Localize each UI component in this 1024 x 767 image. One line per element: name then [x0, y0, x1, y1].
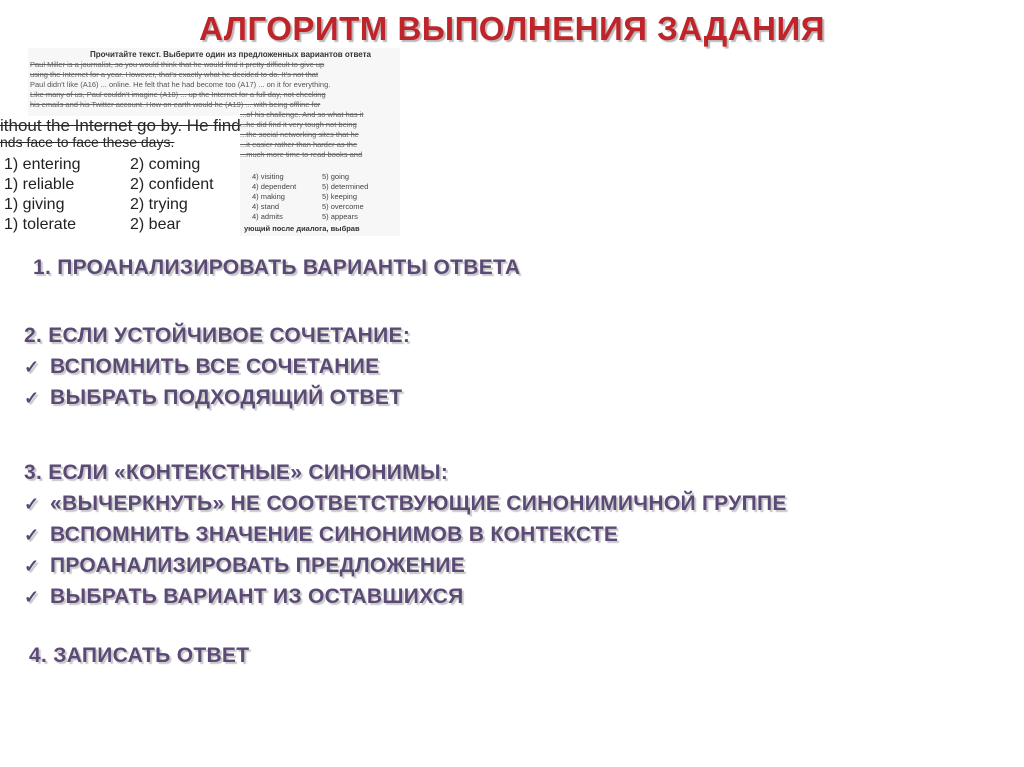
- option-a1: 1) entering: [4, 156, 81, 173]
- step-1: 1. ПРОАНАЛИЗИРОВАТЬ ВАРИАНТЫ ОТВЕТА: [33, 256, 521, 279]
- check-icon: ✓: [24, 525, 40, 545]
- worksheet-footer: ующий после диалога, выбрав: [244, 224, 360, 233]
- step-3-item-text: ВСПОМНИТЬ ЗНАЧЕНИЕ СИНОНИМОВ В КОНТЕКСТЕ: [50, 523, 619, 546]
- check-icon: ✓: [24, 587, 40, 607]
- step-2-item-text: ВСПОМНИТЬ ВСЕ СОЧЕТАНИЕ: [50, 355, 380, 378]
- step-2-item: [24, 355, 379, 379]
- step-2-item-text: ВЫБРАТЬ ПОДХОДЯЩИЙ ОТВЕТ: [50, 386, 403, 409]
- worksheet-line: ...of his challenge. And so what has it: [240, 110, 364, 119]
- small-option: 5) appears: [322, 212, 358, 221]
- worksheet-line: Like many of us, Paul couldn't imagine (A18) ... up the Internet for a full day, not checking: [30, 90, 326, 99]
- check-icon: ✓: [24, 388, 40, 408]
- option-d1: 1) tolerate: [4, 216, 77, 233]
- small-option: 5) overcome: [322, 202, 364, 211]
- worksheet-scan: [0, 48, 400, 236]
- small-option: 5) determined: [322, 182, 369, 191]
- step-2-item: [24, 386, 402, 410]
- step-3-item-text: ПРОАНАЛИЗИРОВАТЬ ПРЕДЛОЖЕНИЕ: [50, 554, 466, 577]
- worksheet-zoomed-options: [0, 116, 240, 236]
- small-option: 4) dependent: [252, 182, 297, 191]
- worksheet-line: ...he did find it very tough not being: [240, 120, 357, 129]
- step-3-heading: 3. ЕСЛИ «КОНТЕКСТНЫЕ» СИНОНИМЫ:: [24, 461, 449, 484]
- small-option: 4) making: [252, 192, 285, 201]
- step-3-item: [24, 523, 618, 547]
- check-icon: ✓: [24, 494, 40, 514]
- option-b1: 1) reliable: [4, 176, 75, 193]
- option-c1: 1) giving: [4, 196, 65, 213]
- small-option: 4) admits: [252, 212, 283, 221]
- worksheet-line: ...much more time to read books and: [240, 150, 363, 159]
- small-option: 5) going: [322, 172, 350, 181]
- check-icon: ✓: [24, 357, 40, 377]
- worksheet-line: his emails and his Twitter account. How on earth would he (A19) ... with being offline for: [30, 100, 321, 109]
- option-a2: 2) coming: [130, 156, 201, 173]
- worksheet-line: ...it easier rather than harder as the: [240, 140, 358, 149]
- worksheet-line: Paul Miller is a journalist, so you would think that he would find it pretty difficult to give up: [30, 60, 325, 69]
- zoomed-line: ithout the Internet go by. He find: [0, 116, 241, 135]
- option-c2: 2) trying: [130, 196, 188, 213]
- step-3-item-text: ВЫБРАТЬ ВАРИАНТ ИЗ ОСТАВШИХСЯ: [50, 585, 464, 608]
- step-3-item: [24, 492, 787, 516]
- step-3-item-text: «ВЫЧЕРКНУТЬ» НЕ СООТВЕТСТВУЮЩИЕ СИНОНИМИЧНОЙ ГРУППЕ: [50, 492, 787, 515]
- option-b2: 2) confident: [130, 176, 214, 193]
- small-option: 4) visiting: [252, 172, 284, 181]
- small-option: 4) stand: [252, 202, 280, 211]
- worksheet-line: ...the social networking sites that he: [240, 130, 359, 139]
- option-d2: 2) bear: [130, 216, 181, 233]
- small-option: 5) keeping: [322, 192, 358, 201]
- worksheet-header: Прочитайте текст. Выберите один из предложенных вариантов ответа: [90, 50, 371, 59]
- zoomed-line: nds face to face these days.: [0, 134, 175, 150]
- step-4: 4. ЗАПИСАТЬ ОТВЕТ: [29, 644, 250, 667]
- worksheet-line: Paul didn't like (A16) ... online. He felt that he had become too (A17) ... on it for everything.: [30, 80, 331, 89]
- check-icon: ✓: [24, 556, 40, 576]
- step-3-item: [24, 585, 464, 609]
- step-2-heading: 2. ЕСЛИ УСТОЙЧИВОЕ СОЧЕТАНИЕ:: [24, 324, 411, 347]
- worksheet-line: using the Internet for a year. However, that's exactly what he decided to do. It's not that: [30, 70, 319, 79]
- step-3-item: [24, 554, 465, 578]
- slide-title: АЛГОРИТМ ВЫПОЛНЕНИЯ ЗАДАНИЯ: [199, 10, 825, 47]
